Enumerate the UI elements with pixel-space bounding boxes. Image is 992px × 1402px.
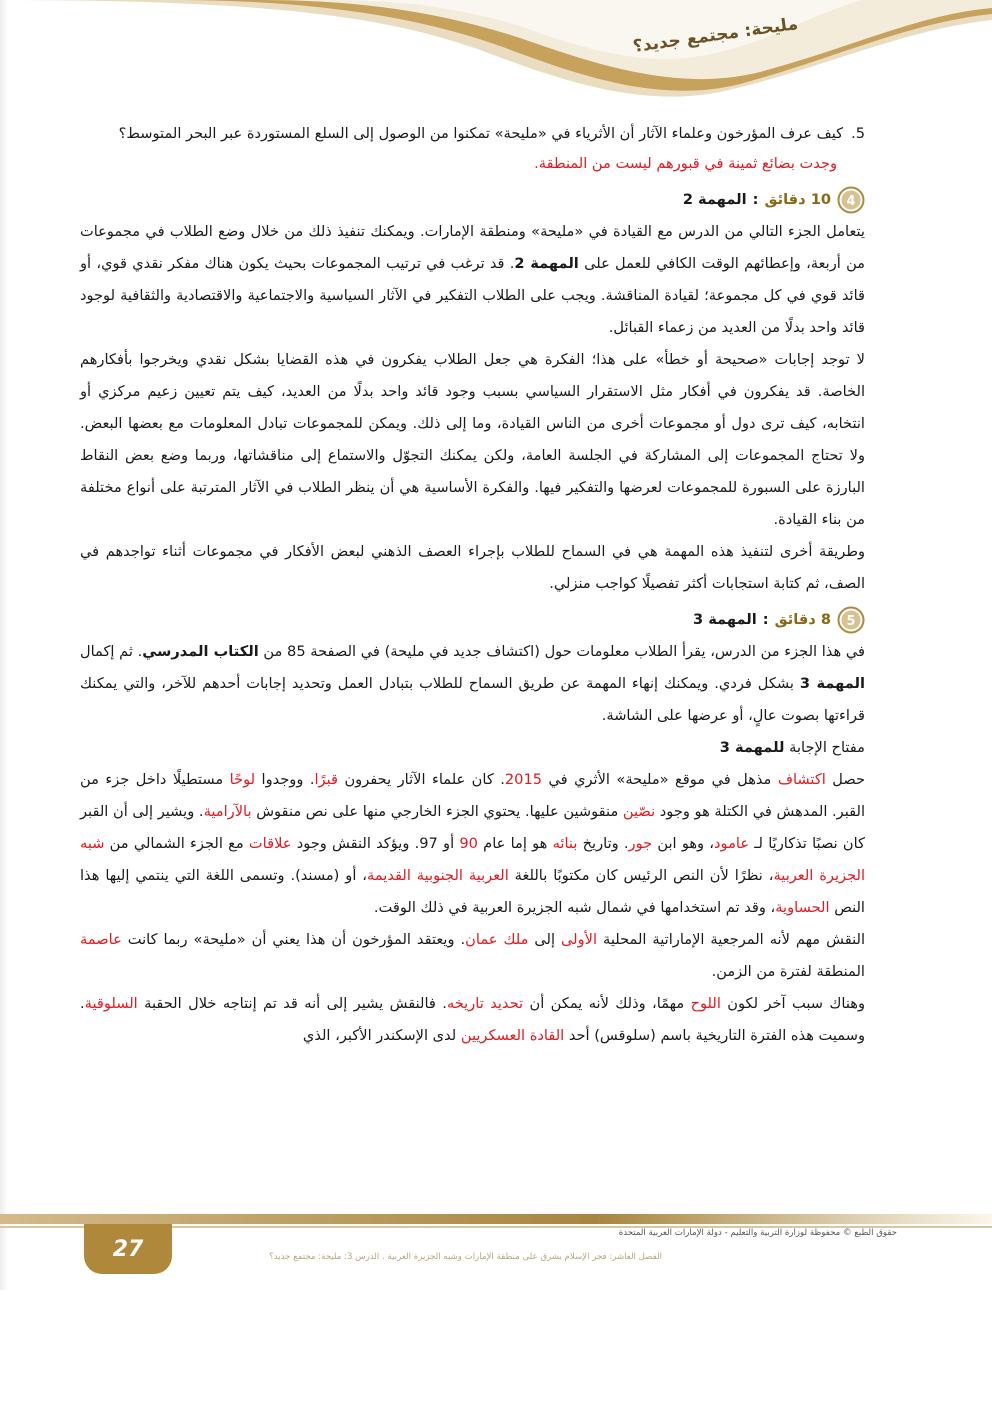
svg-text:4: 4 <box>846 194 856 209</box>
highlighted-term: شبه الجزيرة العربية <box>80 835 866 884</box>
answer-text: منقوشين عليها. يحتوي الجزء الخارجي منها على نص منقوش <box>251 803 623 820</box>
answer-key-paragraph-2 <box>80 924 865 988</box>
highlighted-term: السلوقية <box>84 995 138 1012</box>
footer-chapter: الفصل العاشر: فجر الإسلام يشرق على منطقة الإمارات وشبه الجزيرة العربية . الدرس 3: مليحة: مجتمع جديد؟ <box>269 1252 662 1262</box>
answer-text: مستطيلًا داخل جزء من القبر. المدهش في الكتلة هو وجود <box>80 771 865 820</box>
highlighted-term: عامود <box>714 835 750 852</box>
highlighted-term: علاقات <box>248 835 292 852</box>
answer-text: هو إما عام <box>477 835 553 852</box>
answer-text: . فالنقش يشير إلى أنه قد تم إنتاجه خلال الحقبة <box>137 995 447 1012</box>
footer-band <box>0 1214 992 1224</box>
task-2-paragraph-3: وطريقة أخرى لتنفيذ هذه المهمة هي في السماح للطلاب بإجراء العصف الذهني لبعض الأفكار في مجموعات أثناء تواجدهم في الصف، ثم كتابة استجابات أكثر تفصيلًا كواجب منزلي. <box>80 543 865 592</box>
answer-text: مهمًا، وذلك لأنه يمكن أن <box>523 995 691 1012</box>
answer-text: . ووجدوا <box>255 771 315 788</box>
answer-text: مع الجزء الشمالي من <box>104 835 249 852</box>
answer-text: . وسميت هذه الفترة التاريخية باسم (سلوقس) أحد <box>80 995 865 1044</box>
answer-text: ، أو (مسند). وتسمى اللغة التي ينتمي إليها هذا النص <box>80 867 865 916</box>
clock-number-4-icon <box>837 186 865 214</box>
task-3-title: المهمة 3 <box>692 611 757 628</box>
task-2-title: المهمة 2 <box>682 191 747 208</box>
answer-text: مذهل في موقع «مليحة» الأثري في <box>542 771 778 788</box>
answer-key-paragraph-1 <box>80 764 865 924</box>
highlighted-term: جور <box>628 835 653 852</box>
question-text: كيف عرف المؤرخون وعلماء الآثار أن الأثرياء في «مليحة» تمكنوا من الوصول إلى السلع المستوردة عبر البحر المتوسط؟ <box>118 125 844 142</box>
highlighted-term: القادة العسكريين <box>460 1027 565 1044</box>
highlighted-term: تحديد تاريخه <box>446 995 524 1012</box>
highlighted-term: بنائه <box>552 835 578 852</box>
highlighted-term: عاصمة <box>80 931 122 948</box>
answer-text: أو 97. ويؤكد النقش وجود <box>291 835 460 852</box>
highlighted-term: ملك عمان <box>465 931 529 948</box>
question-5-answer: وجدت بضائع ثمينة في قبورهم ليست من المنطقة. <box>534 155 837 172</box>
answer-text: المنطقة لفترة من الزمن. <box>711 963 865 980</box>
answer-text: لدى الإسكندر الأكبر، الذي <box>302 1027 461 1044</box>
answer-key-title: مفتاح الإجابة للمهمة 3 <box>719 739 865 756</box>
page-edge <box>0 0 8 1290</box>
footer-copyright: حقوق الطبع © محفوظة لوزارة التربية والتعليم - دولة الإمارات العربية المتحدة <box>618 1228 897 1238</box>
answer-key-paragraph-3 <box>80 988 865 1052</box>
answer-text: وهناك سبب آخر لكون <box>720 995 865 1012</box>
answer-text: . وتاريخ <box>577 835 629 852</box>
answer-text: ، وهو ابن <box>652 835 715 852</box>
question-number: 5. <box>851 125 865 142</box>
highlighted-term: 90 <box>459 835 478 852</box>
highlighted-term: بالآرامية <box>203 803 252 820</box>
task-2-heading: 4 10 دقائق : المهمة 2 <box>80 184 865 216</box>
answer-text: إلى <box>528 931 562 948</box>
highlighted-term: قبرًا <box>314 771 338 788</box>
question-5 <box>80 118 865 150</box>
highlighted-term: اللوح <box>690 995 721 1012</box>
page-number-badge <box>84 1224 172 1274</box>
highlighted-term: الحساوية <box>775 899 830 916</box>
highlighted-term: الأولى <box>561 931 598 948</box>
highlighted-term: نصّين <box>622 803 656 820</box>
task-3-paragraph: في هذا الجزء من الدرس، يقرأ الطلاب معلومات حول (اكتشاف جديد في مليحة) في الصفحة 85 من الكتاب المدرسي. ثم إكمال المهمة 3 بشكل فردي. ويمكنك إنهاء المهمة عن طريق السماح للطلاب بتبادل العمل وتحديد إجابات أحدهم للآخر، والتي يمكنك قراءتها بصوت عالٍ، أو عرضها على الشاشة. <box>80 643 865 724</box>
task-2-paragraph-1: يتعامل الجزء التالي من الدرس مع القيادة في «مليحة» ومنطقة الإمارات. ويمكنك تنفيذ ذلك من خلال وضع الطلاب في مجموعات من أربعة، وإعطائهم الوقت الكافي للعمل على المهمة 2. قد ترغب في ترتيب المجموعات بحيث يكون هناك مفكر نقدي قوي، أو قائد قوي في كل مجموعة؛ لقيادة المناقشة. ويجب على الطلاب التفكير في الآثار السياسية والاجتماعية والاقتصادية والثقافية لوجود قائد واحد بدلًا من العديد من زعماء القبائل. <box>80 223 865 336</box>
task-2-minutes: 10 دقائق <box>764 191 831 208</box>
highlighted-term: 2015 <box>504 771 543 788</box>
answer-text: ، نظرًا لأن النص الرئيس كان مكتوبًا باللغة <box>508 867 774 884</box>
answer-text: . ويشير إلى أن القبر كان نصبًا تذكاريًا لـ <box>80 803 865 852</box>
answer-text: النقش مهم لأنه المرجعية الإماراتية المحلية <box>597 931 865 948</box>
task-3-heading: 5 8 دقائق : المهمة 3 <box>80 604 865 636</box>
highlighted-term: اكتشاف <box>777 771 826 788</box>
header-wave-decoration <box>0 0 992 110</box>
task-3-minutes: 8 دقائق <box>774 611 831 628</box>
page-content <box>80 118 865 1052</box>
task-2-paragraph-2: لا توجد إجابات «صحيحة أو خطأ» على هذا؛ الفكرة هي جعل الطلاب يفكرون في هذه القضايا بشكل نقدي ويخرجوا بأفكارهم الخاصة. قد يفكرون في أفكار مثل الاستقرار السياسي بسبب وجود قائد واحد بدلًا من العديد، كيف يتم تعيين زعيم مركزي أو انتخابه، كيف ترى دول أو مجموعات أخرى من الناس القيادة، وما إلى ذلك. ويمكن للمجموعات تبادل المعلومات مع بعضها البعض. ولا تحتاج المجموعات إلى المشاركة في الجلسة العامة، ولكن يمكنك التجوّل والاستماع إلى مناقشاتها، وربما وضع بعض النقاط البارزة على السبورة للمجموعات لعرضها والتفكير فيها. والفكرة الأساسية هي أن ينظر الطلاب في الآثار المترتبة على أنواع مختلفة من بناء القيادة. <box>80 351 865 528</box>
highlighted-term: العربية الجنوبية القديمة <box>367 867 509 884</box>
svg-text:5: 5 <box>846 614 856 629</box>
highlighted-term: لوحًا <box>229 771 256 788</box>
answer-text: ، وقد تم استخدامها في شمال شبه الجزيرة العربية في ذلك الوقت. <box>373 899 776 916</box>
clock-number-5-icon <box>837 606 865 634</box>
lesson-title: مليحة: مجتمع جديد؟ <box>631 14 799 57</box>
page-number: 27 <box>112 1236 144 1262</box>
answer-text: . كان علماء الآثار يحفرون <box>338 771 505 788</box>
answer-text: . ويعتقد المؤرخون أن هذا يعني أن «مليحة» ربما كانت <box>121 931 466 948</box>
answer-text: حصل <box>825 771 866 788</box>
